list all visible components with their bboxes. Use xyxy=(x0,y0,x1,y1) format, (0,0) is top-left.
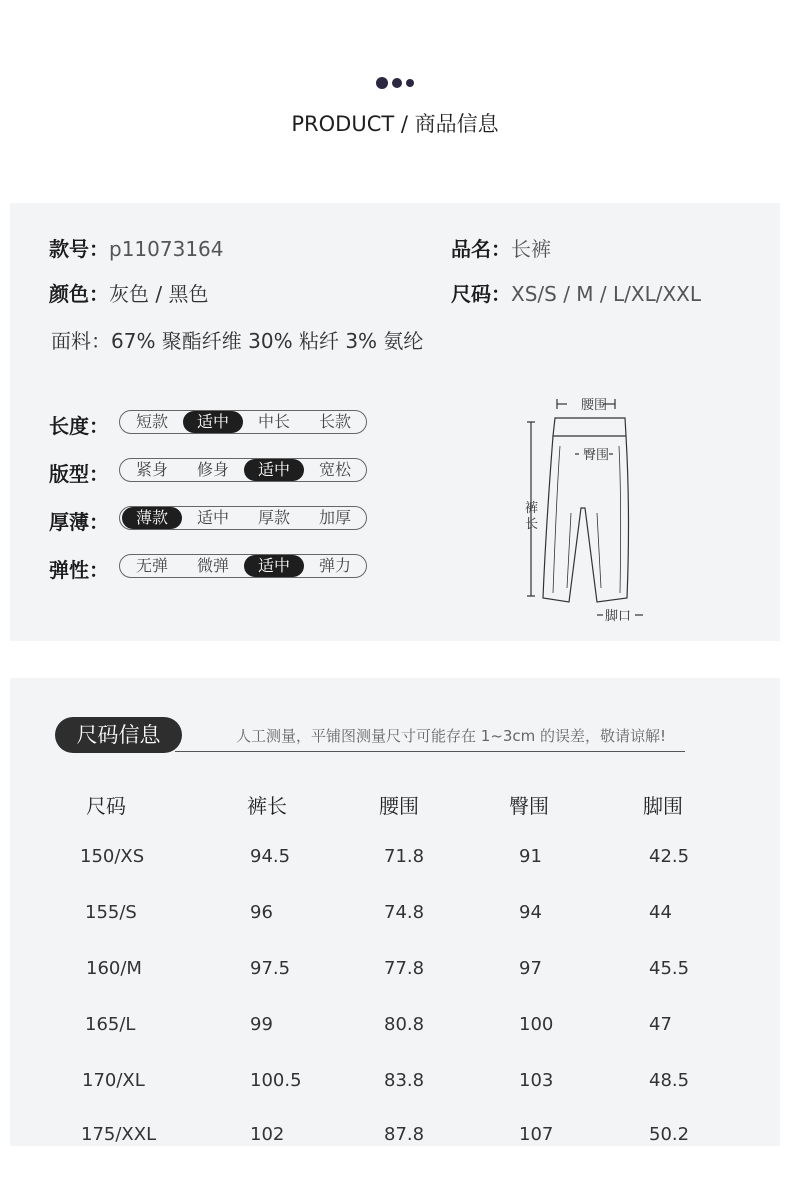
size-info-panel xyxy=(10,678,780,1146)
attr-label-fit: 版型： xyxy=(49,462,109,486)
attr-label-length: 长度： xyxy=(49,414,109,438)
table-cell: 42.5 xyxy=(649,846,690,867)
dot-icon xyxy=(392,78,402,88)
table-cell: 80.8 xyxy=(384,1014,425,1035)
attr-option: 厚款 xyxy=(257,508,290,527)
attr-pill-length xyxy=(119,410,367,434)
attr-option: 适中 xyxy=(244,555,304,577)
diagram-length-label-bottom: 长 xyxy=(525,517,539,532)
table-cell: 103 xyxy=(519,1070,554,1091)
table-cell: 87.8 xyxy=(384,1124,425,1145)
table-cell: 160/M xyxy=(86,958,142,979)
table-cell: 100 xyxy=(519,1014,554,1035)
table-cell: 91 xyxy=(519,846,542,867)
attr-pill-fit xyxy=(119,458,367,482)
table-cell: 175/XXL xyxy=(81,1124,157,1145)
table-header: 尺码 xyxy=(86,794,126,818)
table-header: 臀围 xyxy=(509,794,549,818)
attr-option: 宽松 xyxy=(318,460,351,479)
diagram-hem-label: 脚口 xyxy=(605,609,632,624)
table-cell: 155/S xyxy=(85,902,137,923)
style-number xyxy=(49,233,224,262)
product-color xyxy=(49,278,208,307)
dot-icon xyxy=(376,77,388,89)
product-color-value: 灰色 / 黑色 xyxy=(109,282,209,306)
product-size xyxy=(451,278,701,307)
diagram-hip-label: 臀围 xyxy=(583,448,610,463)
table-cell: 94.5 xyxy=(250,846,291,867)
product-name-label: 品名： xyxy=(451,237,511,261)
attr-pill-thickness xyxy=(119,506,367,530)
table-cell: 99 xyxy=(250,1014,273,1035)
table-cell: 107 xyxy=(519,1124,554,1145)
table-cell: 45.5 xyxy=(649,958,690,979)
diagram-length-label-top: 裤 xyxy=(525,501,539,516)
table-cell: 100.5 xyxy=(250,1070,302,1091)
product-fabric-value: 67% 聚酯纤维 30% 粘纤 3% 氨纶 xyxy=(111,329,424,353)
table-cell: 50.2 xyxy=(649,1124,690,1145)
product-size-value: XS/S / M / L/XL/XXL xyxy=(511,282,701,306)
product-color-label: 颜色： xyxy=(49,282,109,306)
attr-option: 薄款 xyxy=(122,507,182,529)
table-cell: 102 xyxy=(250,1124,285,1145)
table-cell: 170/XL xyxy=(82,1070,145,1091)
measurement-note: 人工测量，平铺图测量尺寸可能存在 1~3cm 的误差，敬请谅解! xyxy=(236,727,667,745)
product-size-label: 尺码： xyxy=(451,282,511,306)
attr-option: 微弹 xyxy=(196,556,229,575)
section-underline xyxy=(175,751,685,752)
diagram-waist-label: 腰围 xyxy=(581,398,608,413)
size-info-badge: 尺码信息 xyxy=(55,717,182,753)
attr-option: 加厚 xyxy=(318,508,351,527)
attr-label-elasticity: 弹性： xyxy=(49,558,109,582)
style-number-label: 款号： xyxy=(49,237,109,261)
attr-pill-elasticity xyxy=(119,554,367,578)
attr-option: 适中 xyxy=(244,459,304,481)
table-cell: 48.5 xyxy=(649,1070,690,1091)
table-cell: 83.8 xyxy=(384,1070,425,1091)
attr-option: 适中 xyxy=(183,411,243,433)
attr-option: 修身 xyxy=(196,460,229,479)
attr-option: 无弹 xyxy=(135,556,168,575)
table-cell: 97 xyxy=(519,958,542,979)
table-cell: 165/L xyxy=(85,1014,136,1035)
table-cell: 74.8 xyxy=(384,902,425,923)
product-fabric xyxy=(51,325,423,354)
table-cell: 96 xyxy=(250,902,273,923)
dot-icon xyxy=(406,79,414,87)
table-header: 腰围 xyxy=(379,794,419,818)
table-header: 脚围 xyxy=(643,794,683,818)
table-cell: 94 xyxy=(519,902,542,923)
attr-option: 长款 xyxy=(318,412,351,431)
attr-option: 弹力 xyxy=(318,556,351,575)
product-info-panel xyxy=(10,203,780,641)
product-name-value: 长裤 xyxy=(511,237,551,261)
table-cell: 44 xyxy=(649,902,672,923)
decorative-dots xyxy=(0,72,790,91)
page-title: PRODUCT / 商品信息 xyxy=(291,112,499,136)
attr-label-thickness: 厚薄： xyxy=(49,510,109,534)
attr-option: 适中 xyxy=(196,508,229,527)
product-name xyxy=(451,233,551,262)
attr-option: 紧身 xyxy=(135,460,168,479)
attr-option: 短款 xyxy=(135,412,168,431)
table-cell: 71.8 xyxy=(384,846,425,867)
table-cell: 97.5 xyxy=(250,958,291,979)
table-cell: 77.8 xyxy=(384,958,425,979)
style-number-value: p11073164 xyxy=(109,237,224,261)
table-cell: 47 xyxy=(649,1014,672,1035)
table-header: 裤长 xyxy=(247,794,287,818)
table-cell: 150/XS xyxy=(80,846,145,867)
product-fabric-label: 面料： xyxy=(51,329,111,353)
attr-option: 中长 xyxy=(257,412,290,431)
pants-measurement-diagram xyxy=(505,388,655,628)
